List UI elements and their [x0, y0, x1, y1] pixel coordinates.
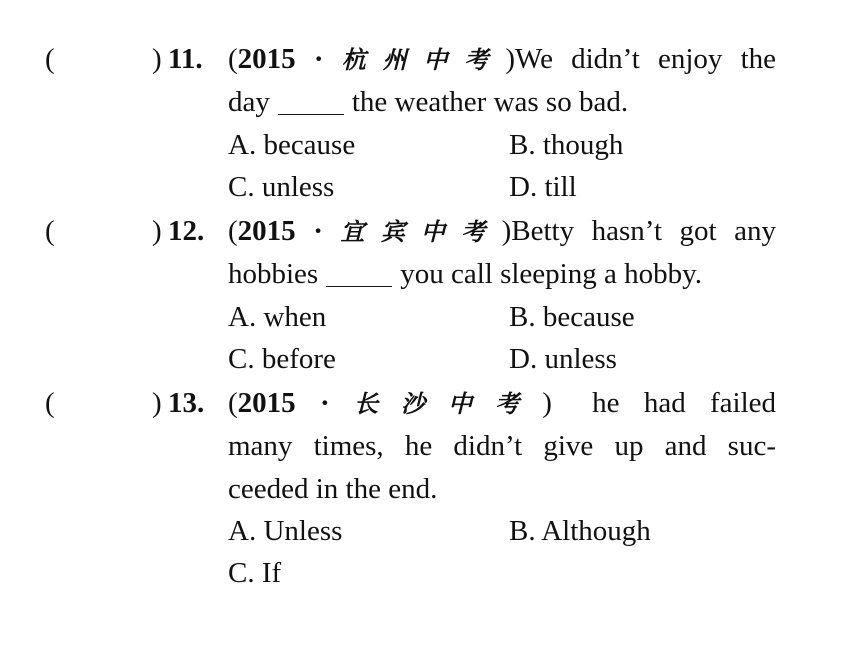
question-number: 12.: [168, 215, 205, 247]
question-stem-line: [228, 82, 628, 122]
options-row: [0, 553, 860, 593]
source-year: 2015: [237, 215, 296, 247]
question-11-line-1: [0, 39, 860, 79]
question-13-line-1: [0, 383, 860, 423]
stem-text: Betty hasn’t got any: [511, 215, 777, 247]
stem-text: day: [228, 86, 270, 118]
options-row: [0, 339, 860, 379]
answer-paren-open: (: [45, 43, 55, 75]
source-paren-close: ): [501, 215, 512, 247]
question-number: 13.: [168, 387, 205, 419]
source-paren-open: (: [228, 215, 238, 247]
source-paren-close: ): [505, 43, 516, 75]
question-stem-line: ceeded in the end.: [228, 473, 438, 505]
answer-paren-close: ): [152, 43, 162, 75]
source-paren-open: (: [228, 43, 238, 75]
answer-paren-close: ): [152, 387, 162, 419]
question-13-line-2: [0, 426, 860, 466]
option-c: C. unless: [228, 171, 335, 203]
source-year: 2015: [237, 43, 296, 75]
source-year: 2015: [237, 387, 296, 419]
question-11-line-2: [0, 82, 860, 122]
answer-paren-open: (: [45, 215, 55, 247]
answer-paren-close: ): [152, 215, 162, 247]
stem-text: the weather was so bad.: [351, 86, 629, 118]
stem-text: We didn’t enjoy the: [515, 43, 777, 75]
option-a: A. Unless: [228, 515, 343, 547]
option-b: B. because: [509, 301, 635, 333]
question-12-line-2: [0, 254, 860, 294]
options-row: [0, 167, 860, 207]
question-number: 11.: [168, 43, 203, 75]
source-dot: ·: [319, 387, 330, 419]
option-a: A. when: [228, 301, 327, 333]
option-a: A. because: [228, 129, 356, 161]
option-b: B. though: [509, 129, 624, 161]
question-12-line-1: [0, 211, 860, 251]
stem-text: he had failed: [592, 387, 777, 419]
question-stem-line: [228, 383, 776, 427]
option-c: C. If: [228, 557, 282, 589]
source-exam: 杭州中考: [341, 46, 506, 74]
stem-text: hobbies: [228, 258, 319, 290]
option-d: D. till: [509, 171, 577, 203]
answer-blank: [278, 86, 344, 115]
source-exam: 宜宾中考: [340, 218, 502, 246]
source-dot: ·: [313, 43, 324, 75]
answer-paren-open: (: [45, 387, 55, 419]
options-row: [0, 297, 860, 337]
question-13-line-3: [0, 469, 860, 509]
option-b: B. Although: [509, 515, 651, 547]
question-stem-line: [228, 39, 776, 80]
option-c: C. before: [228, 343, 336, 375]
source-paren-close: ): [542, 387, 552, 419]
question-stem-line: many times, he didn’t give up and suc-: [228, 430, 776, 462]
options-row: [0, 125, 860, 165]
source-dot: ·: [313, 215, 323, 247]
question-stem-line: [228, 254, 702, 294]
answer-blank: [326, 258, 392, 287]
source-exam: 长沙中考: [353, 390, 543, 418]
option-d: D. unless: [509, 343, 617, 375]
stem-text: you call sleeping a hobby.: [400, 258, 702, 290]
source-paren-open: (: [228, 387, 238, 419]
question-stem-line: [228, 211, 776, 252]
options-row: [0, 511, 860, 551]
